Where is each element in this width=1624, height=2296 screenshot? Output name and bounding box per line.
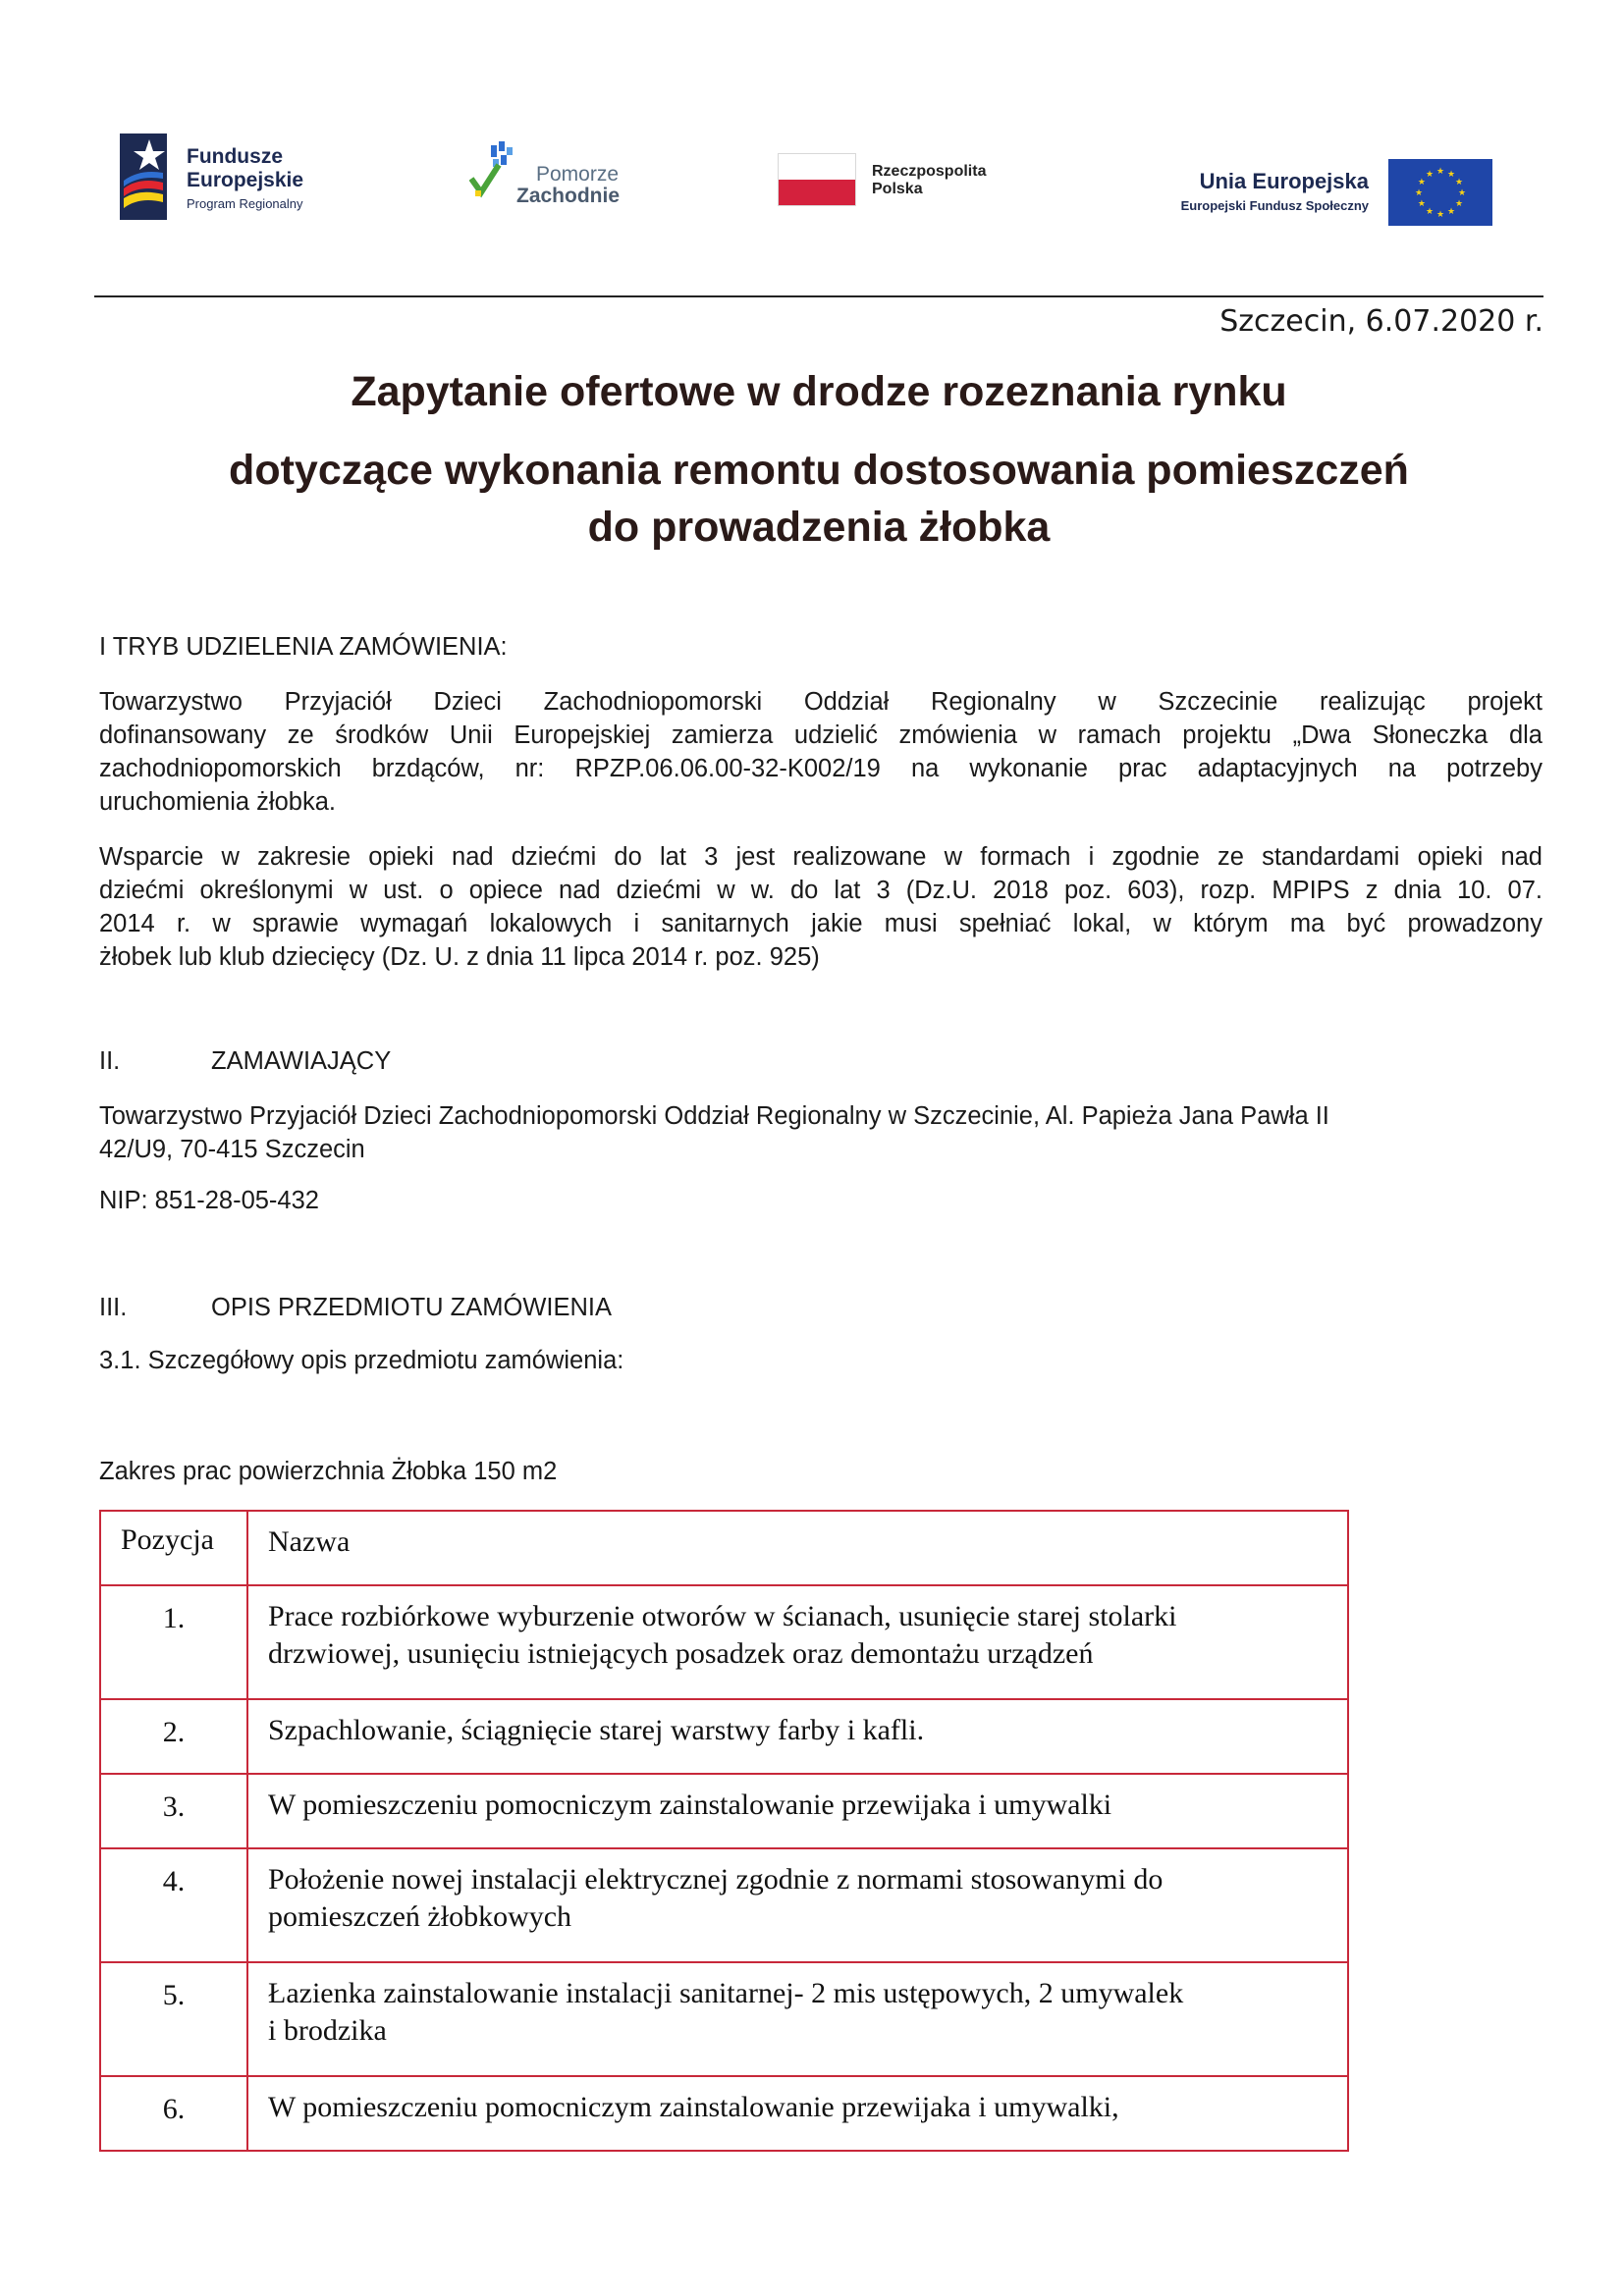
section2-address [99, 1099, 1543, 1166]
eu-flag-icon [1388, 159, 1492, 226]
header-pozycja: Pozycja [100, 1511, 247, 1585]
fundusze-line1: Fundusze [187, 145, 283, 168]
unia-line2: Europejski Fundusz Społeczny [1180, 198, 1369, 213]
unia-line1: Unia Europejska [1199, 169, 1369, 193]
eu-star-icon: ★ [1455, 177, 1464, 187]
polish-flag-icon [778, 153, 856, 206]
eu-star-icon: ★ [1455, 198, 1464, 208]
row-position: 3. [100, 1774, 247, 1848]
eu-star-icon: ★ [1435, 166, 1445, 176]
section1-heading: I TRYB UDZIELENIA ZAMÓWIENIA: [99, 633, 508, 661]
eu-star-icon: ★ [1446, 168, 1456, 179]
table-row [100, 1699, 1348, 1774]
unia-europejska-logo [1139, 157, 1492, 228]
row-name: W pomieszczeniu pomocniczym zainstalowanie przewijaka i umywalki [247, 1774, 1348, 1848]
section1-paragraph2 [99, 840, 1543, 974]
fundusze-line2: Europejskie [187, 169, 304, 191]
row-name: Łazienka zainstalowanie instalacji sanitarnej- 2 mis ustępowych, 2 umywalek i brodzika [247, 1962, 1348, 2076]
section1-p1-line: uruchomienia żłobka. [99, 788, 336, 816]
header-nazwa: Nazwa [247, 1511, 1348, 1585]
eu-star-icon: ★ [1446, 206, 1456, 217]
fundusze-europejskie-logo [120, 130, 355, 224]
section1-p1-line: dofinansowany ze środków Unii Europejskiej zamierza udzielić zmówienia w ramach projektu „Dwa Słoneczka dla [99, 721, 1543, 749]
section1-p2-line: 2014 r. w sprawie wymagań lokalowych i sanitarnych jakie musi spełniać lokal, w którym ma być prowadzony [99, 910, 1543, 937]
pomorze-line2: Zachodnie [516, 185, 621, 207]
table-row [100, 1962, 1348, 2076]
section1-p1-line: zachodniopomorskich brzdąców, nr: RPZP.06.06.00-32-K002/19 na wykonanie prac adaptacyjnych na potrzeby [99, 755, 1543, 782]
rzeczpospolita-line1: Rzeczpospolita [872, 163, 987, 180]
section1-paragraph1 [99, 685, 1543, 819]
row-position: 6. [100, 2076, 247, 2151]
section3-subheading: 3.1. Szczegółowy opis przedmiotu zamówienia: [99, 1347, 624, 1374]
pomorze-zachodnie-mark-icon [469, 139, 518, 212]
table-row [100, 1585, 1348, 1699]
eu-star-icon: ★ [1417, 177, 1426, 187]
eu-star-icon: ★ [1425, 168, 1435, 179]
section1-p1-line: Towarzystwo Przyjaciół Dzieci Zachodniopomorski Oddział Regionalny w Szczecinie realizując projekt [99, 688, 1543, 716]
row-position: 5. [100, 1962, 247, 2076]
address-line: Towarzystwo Przyjaciół Dzieci Zachodniopomorski Oddział Regionalny w Szczecinie, Al. Papieża Jana Pawła II [99, 1102, 1329, 1130]
eu-star-icon: ★ [1417, 198, 1426, 208]
pomorze-line1: Pomorze [536, 163, 620, 186]
document-date: Szczecin, 6.07.2020 r. [1219, 304, 1543, 339]
eu-star-icon: ★ [1425, 206, 1435, 217]
document-title-line2: dotyczące wykonania remontu dostosowania pomieszczeń [229, 447, 1409, 494]
table-row [100, 1774, 1348, 1848]
section1-p2-line: Wsparcie w zakresie opieki nad dziećmi do lat 3 jest realizowane w formach i zgodnie ze standardami opieki nad [99, 843, 1543, 871]
row-name: Prace rozbiórkowe wyburzenie otworów w ścianach, usunięcie starej stolarki drzwiowej, usunięciu istniejących posadzek oraz demontażu urządzeń [247, 1585, 1348, 1699]
nip-number: NIP: 851-28-05-432 [99, 1187, 319, 1214]
header-divider [94, 295, 1543, 297]
section2-number: II. [99, 1047, 121, 1075]
section2-heading: ZAMAWIAJĄCY [211, 1047, 392, 1075]
section3-heading: OPIS PRZEDMIOTU ZAMÓWIENIA [211, 1294, 613, 1321]
row-position: 2. [100, 1699, 247, 1774]
works-table [99, 1510, 1349, 2152]
table-row [100, 1848, 1348, 1962]
row-name: Szpachlowanie, ściągnięcie starej warstwy farby i kafli. [247, 1699, 1348, 1774]
address-line: 42/U9, 70-415 Szczecin [99, 1136, 365, 1163]
fundusze-line3: Program Regionalny [187, 196, 303, 211]
table-row [100, 2076, 1348, 2151]
document-title-line1: Zapytanie ofertowe w drodze rozeznania rynku [351, 368, 1287, 415]
row-name: W pomieszczeniu pomocniczym zainstalowanie przewijaka i umywalki, [247, 2076, 1348, 2151]
row-name: Położenie nowej instalacji elektrycznej zgodnie z normami stosowanymi do pomieszczeń żłobkowych [247, 1848, 1348, 1962]
row-position: 4. [100, 1848, 247, 1962]
rzeczpospolita-polska-logo [778, 153, 1033, 212]
section1-p2-line: dziećmi określonymi w ust. o opiece nad dziećmi w w. do lat 3 (Dz.U. 2018 poz. 603), rozp. MPIPS z dnia 10. 07. [99, 877, 1543, 904]
eu-star-icon: ★ [1414, 187, 1424, 197]
scope-label: Zakres prac powierzchnia Żłobka 150 m2 [99, 1458, 558, 1485]
document-title-line3: do prowadzenia żłobka [587, 504, 1051, 551]
pomorze-zachodnie-logo [469, 139, 666, 218]
table-header-row [100, 1511, 1348, 1585]
eu-star-icon: ★ [1435, 209, 1445, 219]
section1-p2-line: żłobek lub klub dziecięcy (Dz. U. z dnia 11 lipca 2014 r. poz. 925) [99, 943, 820, 971]
eu-star-icon: ★ [1457, 187, 1467, 197]
row-position: 1. [100, 1585, 247, 1699]
rzeczpospolita-line2: Polska [872, 181, 923, 197]
section3-number: III. [99, 1294, 128, 1321]
fundusze-europejskie-mark-icon [120, 133, 167, 220]
